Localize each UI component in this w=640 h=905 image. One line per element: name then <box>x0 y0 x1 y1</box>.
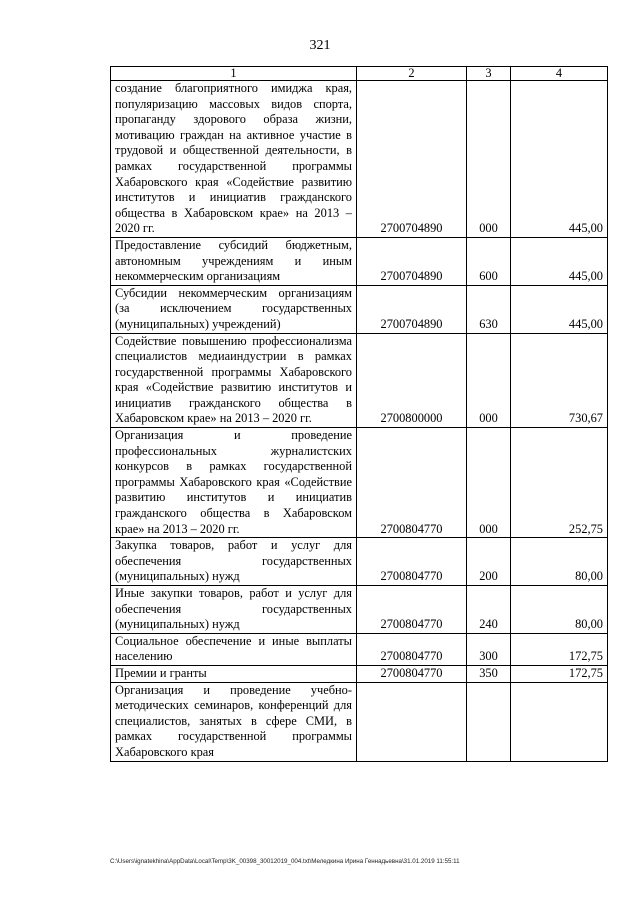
row-type: 000 <box>467 428 511 538</box>
row-amount: 172,75 <box>511 665 608 682</box>
header-col-2: 2 <box>357 67 467 81</box>
row-description: создание благоприятного имиджа края, популяризацию массовых видов спорта, пропаганду здорового образа жизни, мотивацию граждан на активное участие в трудовой и общественной деятельности, в рамках государственной программы Хабаровского края «Содействие развитию институтов и инициатив гражданского общества в Хабаровском крае» на 2013 – 2020 гг. <box>111 81 357 238</box>
row-code: 2700804770 <box>357 428 467 538</box>
header-col-3: 3 <box>467 67 511 81</box>
row-type: 600 <box>467 237 511 285</box>
row-description: Организация и проведение учебно-методических семинаров, конференций для специалистов, занятых в сфере СМИ, в рамках государственной программы Хабаровского края <box>111 682 357 761</box>
row-description: Социальное обеспечение и иные выплаты населению <box>111 633 357 665</box>
row-amount: 445,00 <box>511 81 608 238</box>
row-description: Предоставление субсидий бюджетным, автономным учреждениям и иным некоммерческим организациям <box>111 237 357 285</box>
table-header-row <box>111 67 608 81</box>
table-row <box>111 682 608 761</box>
row-description: Субсидии некоммерческим организациям (за исключением государственных (муниципальных) учреждений) <box>111 285 357 333</box>
table-row <box>111 633 608 665</box>
header-col-1: 1 <box>111 67 357 81</box>
row-type: 000 <box>467 81 511 238</box>
row-type <box>467 682 511 761</box>
table-row <box>111 333 608 428</box>
table-row <box>111 237 608 285</box>
row-type: 240 <box>467 586 511 634</box>
row-type: 200 <box>467 538 511 586</box>
row-type: 000 <box>467 333 511 428</box>
row-description: Премии и гранты <box>111 665 357 682</box>
table-row <box>111 285 608 333</box>
row-description: Закупка товаров, работ и услуг для обеспечения государственных (муниципальных) нужд <box>111 538 357 586</box>
row-code: 2700804770 <box>357 538 467 586</box>
row-description: Иные закупки товаров, работ и услуг для обеспечения государственных (муниципальных) нужд <box>111 586 357 634</box>
table-row <box>111 81 608 238</box>
row-amount: 730,67 <box>511 333 608 428</box>
row-code: 2700800000 <box>357 333 467 428</box>
row-amount: 445,00 <box>511 285 608 333</box>
row-description: Содействие повышению профессионализма специалистов медиаиндустрии в рамках государственной программы Хабаровского края «Содействие развитию институтов и инициатив гражданского общества в Хабаровском крае» на 2013 – 2020 гг. <box>111 333 357 428</box>
row-type: 350 <box>467 665 511 682</box>
row-amount: 172,75 <box>511 633 608 665</box>
row-code: 2700704890 <box>357 285 467 333</box>
footer-file-path: C:\Users\ignatekhina\AppData\Local\Temp\3K_00398_30012019_004.txt\Меледкина Ирина Геннадьевна\31.01.2019 11:55:11 <box>110 858 460 865</box>
table-row <box>111 665 608 682</box>
row-code: 2700804770 <box>357 665 467 682</box>
row-type: 300 <box>467 633 511 665</box>
row-amount <box>511 682 608 761</box>
page-number: 321 <box>309 38 331 53</box>
table-row <box>111 586 608 634</box>
row-amount: 80,00 <box>511 538 608 586</box>
row-code <box>357 682 467 761</box>
row-amount: 252,75 <box>511 428 608 538</box>
table-row <box>111 538 608 586</box>
row-description: Организация и проведение профессиональных журналистских конкурсов в рамках государственной программы Хабаровского края «Содействие развитию институтов и инициатив гражданского общества в Хабаровском крае» на 2013 – 2020 гг. <box>111 428 357 538</box>
header-col-4: 4 <box>511 67 608 81</box>
row-code: 2700704890 <box>357 81 467 238</box>
row-amount: 445,00 <box>511 237 608 285</box>
row-code: 2700804770 <box>357 586 467 634</box>
table-row <box>111 428 608 538</box>
row-type: 630 <box>467 285 511 333</box>
row-amount: 80,00 <box>511 586 608 634</box>
row-code: 2700704890 <box>357 237 467 285</box>
row-code: 2700804770 <box>357 633 467 665</box>
budget-table <box>110 66 608 762</box>
